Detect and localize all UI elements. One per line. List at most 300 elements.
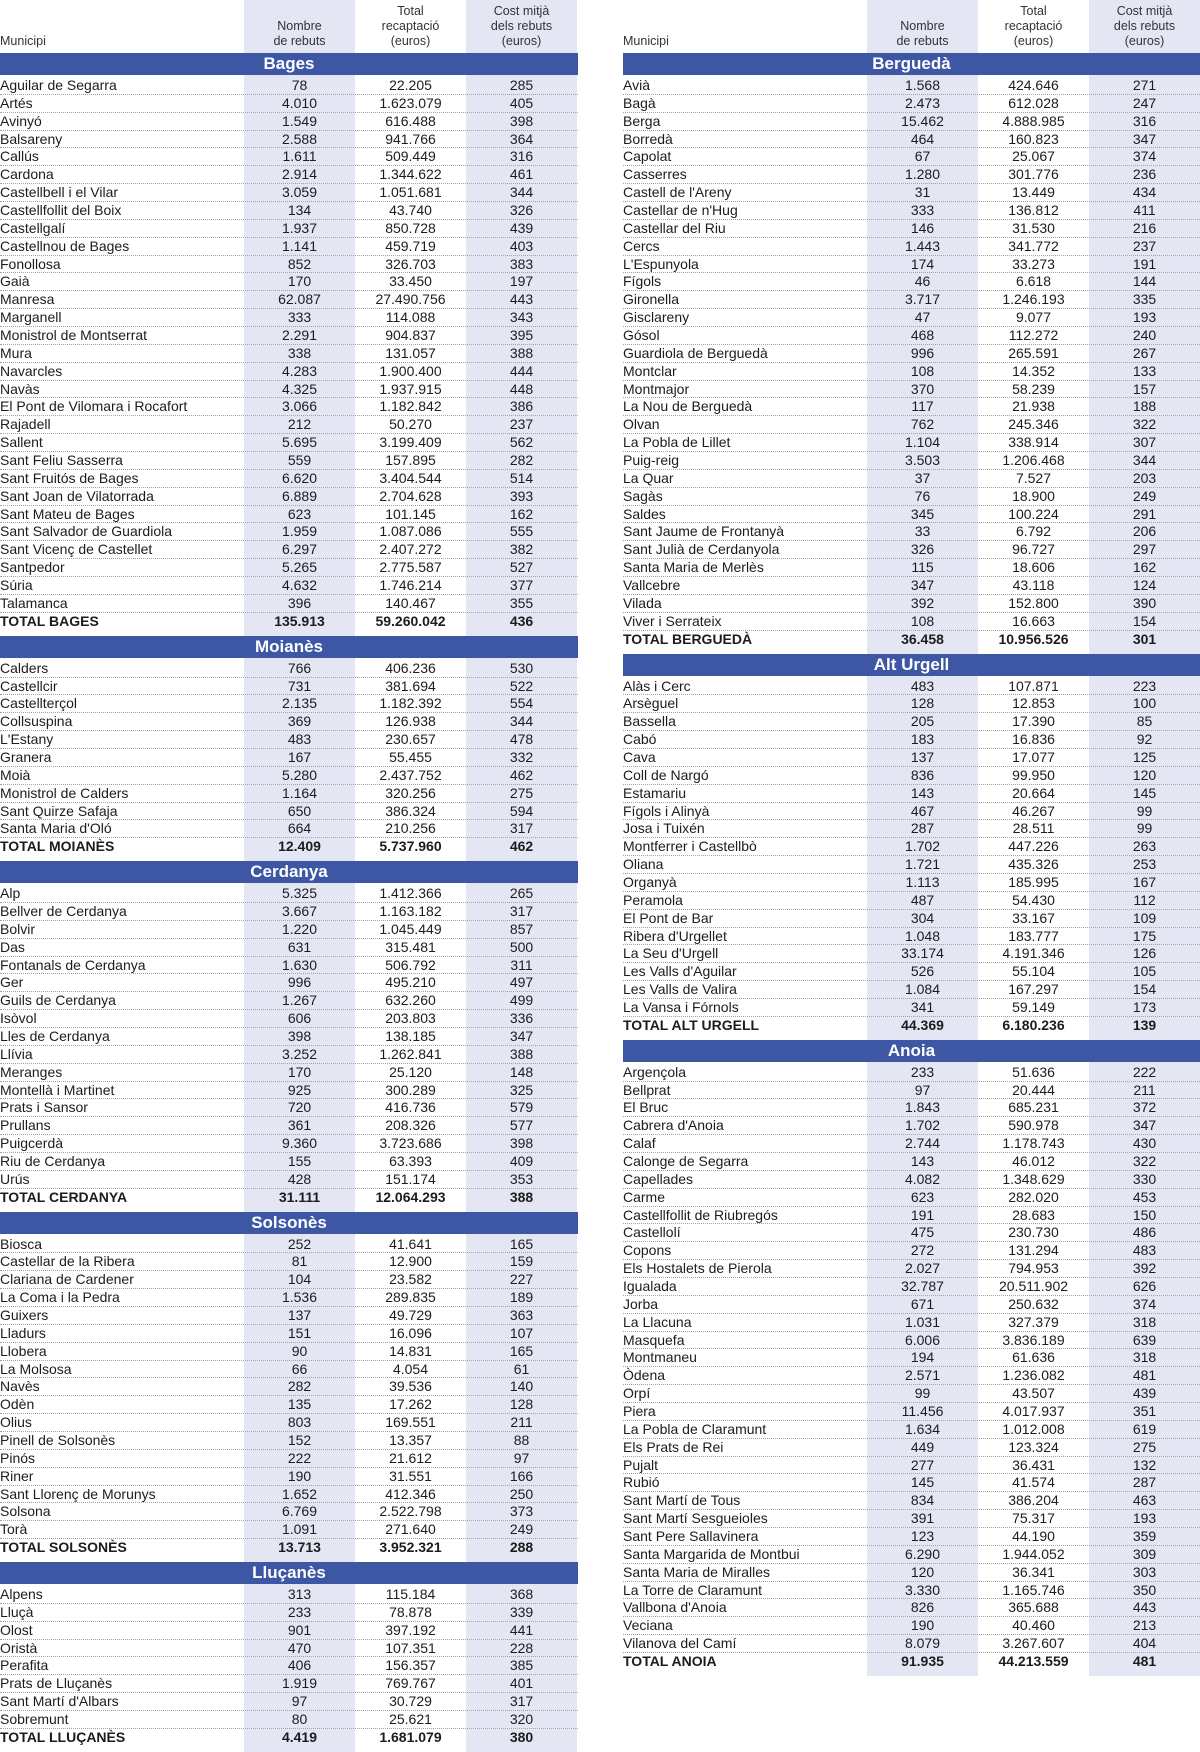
total-cell: 301.776 [1008, 166, 1059, 183]
table-row [623, 1171, 1200, 1189]
municipi-cell: Els Prats de Rei [623, 1438, 724, 1455]
total-cell: 99.950 [1012, 766, 1055, 783]
total-cell: 509.449 [385, 148, 436, 165]
total-cell: 1.944.052 [1002, 1545, 1065, 1562]
municipi-cell: Collsuspina [0, 713, 73, 730]
total-cell: 18.606 [1012, 559, 1055, 576]
cost-cell: 363 [509, 1307, 534, 1323]
cost-cell: 249 [509, 1521, 534, 1538]
table-row [623, 148, 1200, 166]
municipi-cell: Sant Martí d'Albars [0, 1693, 119, 1710]
cost-cell: 240 [1132, 327, 1157, 344]
table-row [0, 273, 578, 291]
table-row [623, 803, 1200, 821]
total-cell: 10.956.526 [998, 630, 1069, 647]
table-row [623, 1546, 1200, 1564]
municipi-cell: Sant Martí Sesgueioles [623, 1510, 768, 1527]
municipi-cell: Avià [623, 77, 650, 93]
table-row [623, 309, 1200, 327]
municipi-cell: Castellfollit del Boix [0, 202, 122, 219]
cost-cell: 343 [509, 309, 534, 326]
cost-cell: 448 [509, 380, 534, 397]
municipi-cell: Castellcir [0, 677, 58, 694]
cost-cell: 167 [1132, 873, 1157, 890]
municipi-cell: Manresa [0, 291, 55, 308]
total-cell: 151.174 [385, 1170, 436, 1187]
table-row [0, 1503, 578, 1521]
nombre-cell: 3.059 [281, 184, 318, 201]
municipi-cell: Marganell [0, 309, 62, 326]
total-cell: 131.294 [1008, 1242, 1059, 1259]
municipi-cell: Ger [0, 974, 24, 991]
total-cell: 63.393 [389, 1152, 432, 1169]
cost-cell: 383 [509, 255, 534, 272]
nombre-cell: 13.713 [278, 1539, 321, 1556]
municipi-cell: El Pont de Bar [623, 909, 714, 926]
cost-cell: 162 [1132, 559, 1157, 576]
cost-cell: 100 [1132, 695, 1157, 712]
cost-cell: 132 [1132, 1456, 1157, 1473]
cost-cell: 285 [509, 77, 534, 93]
cost-cell: 330 [1132, 1170, 1157, 1187]
nombre-cell: 762 [910, 416, 935, 433]
cost-cell: 316 [509, 148, 534, 165]
municipi-cell: TOTAL ALT URGELL [623, 1016, 760, 1033]
nombre-cell: 852 [287, 255, 312, 272]
cost-cell: 388 [509, 1188, 534, 1205]
total-cell: 36.431 [1012, 1456, 1055, 1473]
municipi-cell: Alp [0, 885, 21, 902]
municipi-cell: Montclar [623, 362, 677, 379]
table-row [623, 166, 1200, 184]
total-cell: 4.888.985 [1002, 112, 1065, 129]
total-cell: 185.995 [1008, 873, 1059, 890]
cost-cell: 249 [1132, 487, 1157, 504]
nombre-cell: 62.087 [278, 291, 321, 308]
cost-cell: 237 [509, 416, 534, 433]
municipi-cell: Veciana [623, 1617, 673, 1634]
cost-cell: 390 [1132, 594, 1157, 611]
table-row [0, 238, 578, 256]
header-cost: Cost mitjà dels rebuts (euros) [490, 4, 553, 48]
table-row [0, 416, 578, 434]
municipi-cell: Pujalt [623, 1456, 659, 1473]
cost-cell: 499 [509, 992, 534, 1009]
header-nombre: Nombre de rebuts [896, 19, 949, 48]
table-row [623, 291, 1200, 309]
municipi-cell: Vilada [623, 594, 662, 611]
table-row [623, 1189, 1200, 1207]
table-row [0, 731, 578, 749]
table-row [623, 1635, 1200, 1653]
municipi-cell: Fígols i Alinyà [623, 802, 710, 819]
cost-cell: 486 [1132, 1224, 1157, 1241]
table-row [0, 1640, 578, 1658]
table-row [0, 577, 578, 595]
total-cell: 1.246.193 [1002, 291, 1065, 308]
municipi-cell: Casserres [623, 166, 687, 183]
municipi-cell: Biosca [0, 1235, 43, 1252]
table-row [0, 523, 578, 541]
total-cell: 3.404.544 [379, 469, 442, 486]
cost-cell: 344 [509, 713, 534, 730]
table-row [0, 291, 578, 309]
total-cell: 616.488 [385, 112, 436, 129]
table-row [0, 1675, 578, 1693]
comarca-title: Lluçanès [0, 1562, 578, 1584]
comarca-title: Solsonès [0, 1212, 578, 1234]
nombre-cell: 143 [910, 784, 935, 801]
nombre-cell: 155 [287, 1152, 312, 1169]
municipi-cell: Monistrol de Montserrat [0, 327, 148, 344]
nombre-cell: 128 [910, 695, 935, 712]
header-nombre: Nombre de rebuts [273, 19, 326, 48]
nombre-cell: 467 [910, 802, 935, 819]
table-row [623, 95, 1200, 113]
cost-cell: 173 [1132, 998, 1157, 1015]
municipi-cell: La Pobla de Lillet [623, 434, 731, 451]
table-row [623, 731, 1200, 749]
total-cell: 447.226 [1008, 838, 1059, 855]
cost-cell: 555 [509, 523, 534, 540]
nombre-cell: 233 [287, 1603, 312, 1620]
total-cell: 126.938 [385, 713, 436, 730]
total-cell: 1.746.214 [379, 577, 442, 594]
table-row [623, 1064, 1200, 1082]
total-row [0, 613, 578, 631]
nombre-cell: 32.787 [901, 1278, 944, 1294]
municipi-cell: Castellar de la Ribera [0, 1253, 135, 1270]
nombre-cell: 1.611 [282, 148, 317, 165]
table-row [0, 1361, 578, 1379]
table-row [623, 363, 1200, 381]
table-row [0, 1521, 578, 1539]
total-cell: 23.582 [389, 1271, 432, 1288]
table-row [0, 713, 578, 731]
cost-cell: 320 [509, 1711, 534, 1728]
nombre-cell: 190 [287, 1467, 312, 1484]
table-row [0, 1622, 578, 1640]
nombre-cell: 559 [287, 452, 312, 469]
cost-cell: 228 [509, 1639, 534, 1656]
total-cell: 51.636 [1012, 1063, 1055, 1080]
nombre-cell: 222 [287, 1449, 312, 1466]
nombre-cell: 9.360 [281, 1135, 318, 1152]
nombre-cell: 2.135 [281, 695, 318, 712]
cost-cell: 307 [1132, 434, 1157, 451]
nombre-cell: 650 [287, 802, 312, 819]
comarca-title: Moianès [0, 636, 578, 658]
municipi-cell: La Torre de Claramunt [623, 1581, 763, 1598]
cost-cell: 514 [509, 469, 534, 486]
nombre-cell: 287 [910, 820, 935, 837]
cost-cell: 291 [1132, 505, 1157, 522]
total-cell: 101.145 [385, 505, 436, 522]
nombre-cell: 345 [910, 505, 935, 522]
municipi-cell: Fonollosa [0, 255, 61, 272]
total-cell: 495.210 [385, 974, 436, 991]
municipi-cell: Sant Mateu de Bages [0, 505, 135, 522]
table-row [623, 785, 1200, 803]
municipi-cell: Montmajor [623, 380, 690, 397]
municipi-cell: El Pont de Vilomara i Rocafort [0, 398, 188, 415]
nombre-cell: 526 [910, 963, 935, 980]
nombre-cell: 347 [910, 577, 935, 594]
total-cell: 136.812 [1008, 202, 1059, 219]
cost-cell: 311 [510, 956, 533, 973]
cost-cell: 577 [509, 1117, 534, 1134]
total-cell: 1.900.400 [379, 362, 442, 379]
nombre-cell: 91.935 [901, 1653, 944, 1670]
total-cell: 230.730 [1008, 1224, 1059, 1241]
total-row [623, 631, 1200, 649]
municipi-cell: TOTAL MOIANÈS [0, 838, 115, 855]
total-cell: 3.267.607 [1002, 1635, 1065, 1652]
total-cell: 13.357 [389, 1432, 432, 1449]
total-cell: 5.737.960 [379, 838, 442, 855]
cost-cell: 355 [509, 594, 534, 611]
nombre-cell: 2.588 [281, 130, 318, 147]
cost-cell: 594 [509, 802, 534, 819]
cost-cell: 165 [509, 1342, 534, 1359]
table-row [623, 488, 1200, 506]
municipi-cell: Montellà i Martinet [0, 1081, 115, 1098]
table-row [623, 1242, 1200, 1260]
table-row [623, 1135, 1200, 1153]
cost-cell: 339 [509, 1603, 534, 1620]
municipi-cell: Sant Joan de Vilatorrada [0, 487, 154, 504]
table-row [623, 202, 1200, 220]
nombre-cell: 1.843 [904, 1099, 941, 1116]
table-row [0, 381, 578, 399]
total-cell: 424.646 [1008, 77, 1059, 93]
cost-cell: 579 [509, 1099, 534, 1116]
table-row [623, 1314, 1200, 1332]
total-cell: 22.205 [389, 77, 432, 93]
cost-cell: 626 [1132, 1278, 1157, 1294]
total-cell: 2.704.628 [379, 487, 442, 504]
nombre-cell: 1.113 [905, 873, 940, 890]
total-cell: 338.914 [1008, 434, 1059, 451]
nombre-cell: 80 [291, 1711, 308, 1728]
nombre-cell: 333 [287, 309, 312, 326]
cost-cell: 377 [509, 577, 534, 594]
total-cell: 100.224 [1008, 505, 1059, 522]
municipi-cell: Llívia [0, 1045, 33, 1062]
table-row [623, 1403, 1200, 1421]
total-cell: 1.937.915 [379, 380, 442, 397]
municipi-cell: TOTAL SOLSONÈS [0, 1539, 127, 1556]
total-cell: 327.379 [1008, 1313, 1059, 1330]
nombre-cell: 6.620 [281, 469, 318, 486]
nombre-cell: 361 [287, 1117, 312, 1134]
table-row [0, 559, 578, 577]
nombre-cell: 97 [914, 1081, 931, 1098]
cost-cell: 436 [509, 612, 534, 629]
cost-cell: 61 [513, 1360, 530, 1377]
cost-cell: 373 [509, 1503, 534, 1520]
total-cell: 459.719 [385, 237, 436, 254]
table-row [623, 1224, 1200, 1242]
cost-cell: 441 [509, 1621, 534, 1638]
nombre-cell: 194 [910, 1349, 935, 1366]
table-row [0, 470, 578, 488]
municipi-cell: Santa Maria de Merlès [623, 559, 764, 576]
table-row [0, 1236, 578, 1254]
cost-cell: 478 [509, 731, 534, 748]
municipi-cell: TOTAL BERGUEDÀ [623, 630, 753, 647]
nombre-cell: 1.141 [281, 237, 318, 254]
nombre-cell: 1.702 [904, 1117, 941, 1134]
nombre-cell: 4.325 [281, 380, 318, 397]
municipi-cell: Castellar del Riu [623, 219, 726, 236]
nombre-cell: 3.667 [281, 902, 318, 919]
table-row [623, 381, 1200, 399]
total-cell: 33.167 [1012, 909, 1055, 926]
table-row [0, 1289, 578, 1307]
nombre-cell: 1.568 [904, 77, 941, 93]
table-row [0, 660, 578, 678]
cost-cell: 403 [509, 237, 534, 254]
nombre-cell: 2.744 [904, 1135, 941, 1152]
cost-cell: 325 [509, 1081, 534, 1098]
total-cell: 27.490.756 [375, 291, 446, 308]
table-row [0, 131, 578, 149]
total-cell: 114.088 [385, 309, 436, 326]
nombre-cell: 152 [287, 1432, 312, 1449]
nombre-cell: 191 [910, 1206, 935, 1223]
nombre-cell: 134 [287, 202, 312, 219]
municipi-cell: Sant Pere Sallavinera [623, 1528, 759, 1545]
municipi-cell: TOTAL ANOIA [623, 1653, 717, 1670]
cost-cell: 347 [1132, 130, 1157, 147]
cost-cell: 197 [509, 273, 534, 290]
total-cell: 17.262 [389, 1396, 432, 1413]
municipi-cell: Castellar de n'Hug [623, 202, 738, 219]
table-row [623, 1117, 1200, 1135]
table-row [0, 363, 578, 381]
total-cell: 416.736 [385, 1099, 436, 1116]
nombre-cell: 2.291 [281, 327, 318, 344]
total-cell: 160.823 [1008, 130, 1059, 147]
cost-cell: 350 [1132, 1581, 1157, 1598]
nombre-cell: 464 [910, 130, 935, 147]
total-cell: 406.236 [385, 659, 436, 676]
cost-cell: 145 [1132, 784, 1157, 801]
table-row [0, 974, 578, 992]
cost-cell: 191 [1132, 255, 1157, 272]
cost-cell: 462 [509, 838, 534, 855]
total-cell: 1.344.622 [379, 166, 442, 183]
total-cell: 271.640 [385, 1521, 436, 1538]
total-cell: 156.357 [385, 1657, 436, 1674]
header-cost: Cost mitjà dels rebuts (euros) [1113, 4, 1176, 48]
municipi-cell: L'Estany [0, 731, 54, 748]
total-cell: 326.703 [385, 255, 436, 272]
nombre-cell: 468 [910, 327, 935, 344]
cost-cell: 92 [1136, 731, 1153, 748]
nombre-cell: 67 [914, 148, 931, 165]
comarca-section [623, 53, 1200, 649]
header-municipi: Municipi [0, 34, 46, 48]
table-row [0, 785, 578, 803]
municipi-cell: La Quar [623, 469, 674, 486]
table-row [0, 434, 578, 452]
table-row [0, 148, 578, 166]
comarca-section [0, 861, 578, 1206]
total-cell: 265.591 [1008, 344, 1059, 361]
total-cell: 1.236.082 [1002, 1367, 1065, 1384]
municipi-cell: Talamanca [0, 594, 68, 611]
total-cell: 25.120 [389, 1063, 432, 1080]
nombre-cell: 5.265 [281, 559, 318, 576]
total-cell: 21.938 [1012, 398, 1055, 415]
nombre-cell: 44.369 [901, 1016, 944, 1033]
municipi-cell: Riner [0, 1467, 34, 1484]
cost-cell: 444 [509, 362, 534, 379]
total-cell: 96.727 [1012, 541, 1055, 558]
municipi-cell: Bassella [623, 713, 676, 730]
table-row [623, 1582, 1200, 1600]
table-row [0, 327, 578, 345]
municipi-cell: Monistrol de Calders [0, 784, 129, 801]
total-cell: 203.803 [385, 1010, 436, 1027]
total-cell: 169.551 [385, 1414, 436, 1431]
total-cell: 3.723.686 [379, 1135, 442, 1152]
cost-cell: 385 [509, 1657, 534, 1674]
table-row [0, 1117, 578, 1135]
total-cell: 6.618 [1015, 273, 1052, 290]
table-row [623, 1385, 1200, 1403]
total-cell: 138.185 [385, 1027, 436, 1044]
nombre-cell: 170 [287, 1063, 312, 1080]
table-row [0, 1010, 578, 1028]
table-row [0, 767, 578, 785]
nombre-cell: 151 [287, 1324, 312, 1341]
municipi-cell: La Nou de Berguedà [623, 398, 753, 415]
municipi-cell: Rubió [623, 1474, 660, 1491]
comarca-section [623, 654, 1200, 1035]
cost-cell: 405 [509, 94, 534, 111]
municipi-cell: Prats i Sansor [0, 1099, 88, 1116]
nombre-cell: 475 [910, 1224, 935, 1241]
cost-cell: 237 [1132, 237, 1157, 254]
nombre-cell: 392 [910, 594, 935, 611]
cost-cell: 462 [509, 766, 534, 783]
municipi-cell: Cercs [623, 237, 660, 254]
total-cell: 17.390 [1012, 713, 1055, 730]
cost-cell: 857 [509, 920, 534, 937]
cost-cell: 483 [1132, 1242, 1157, 1259]
table-row [0, 957, 578, 975]
total-cell: 44.190 [1012, 1528, 1055, 1545]
total-cell: 25.067 [1012, 148, 1055, 165]
total-cell: 632.260 [385, 992, 436, 1009]
table-row [623, 928, 1200, 946]
cost-cell: 368 [509, 1586, 534, 1603]
total-cell: 341.772 [1008, 237, 1059, 254]
nombre-cell: 137 [287, 1307, 312, 1323]
municipi-cell: Montferrer i Castellbò [623, 838, 757, 855]
table-row [623, 695, 1200, 713]
cost-cell: 344 [1132, 452, 1157, 469]
municipi-cell: Guils de Cerdanya [0, 992, 116, 1009]
municipi-cell: Viver i Serrateix [623, 612, 722, 629]
municipi-cell: Bolvir [0, 920, 36, 937]
municipi-cell: La Llacuna [623, 1313, 692, 1330]
cost-cell: 211 [1133, 1081, 1156, 1098]
table-row [0, 77, 578, 95]
